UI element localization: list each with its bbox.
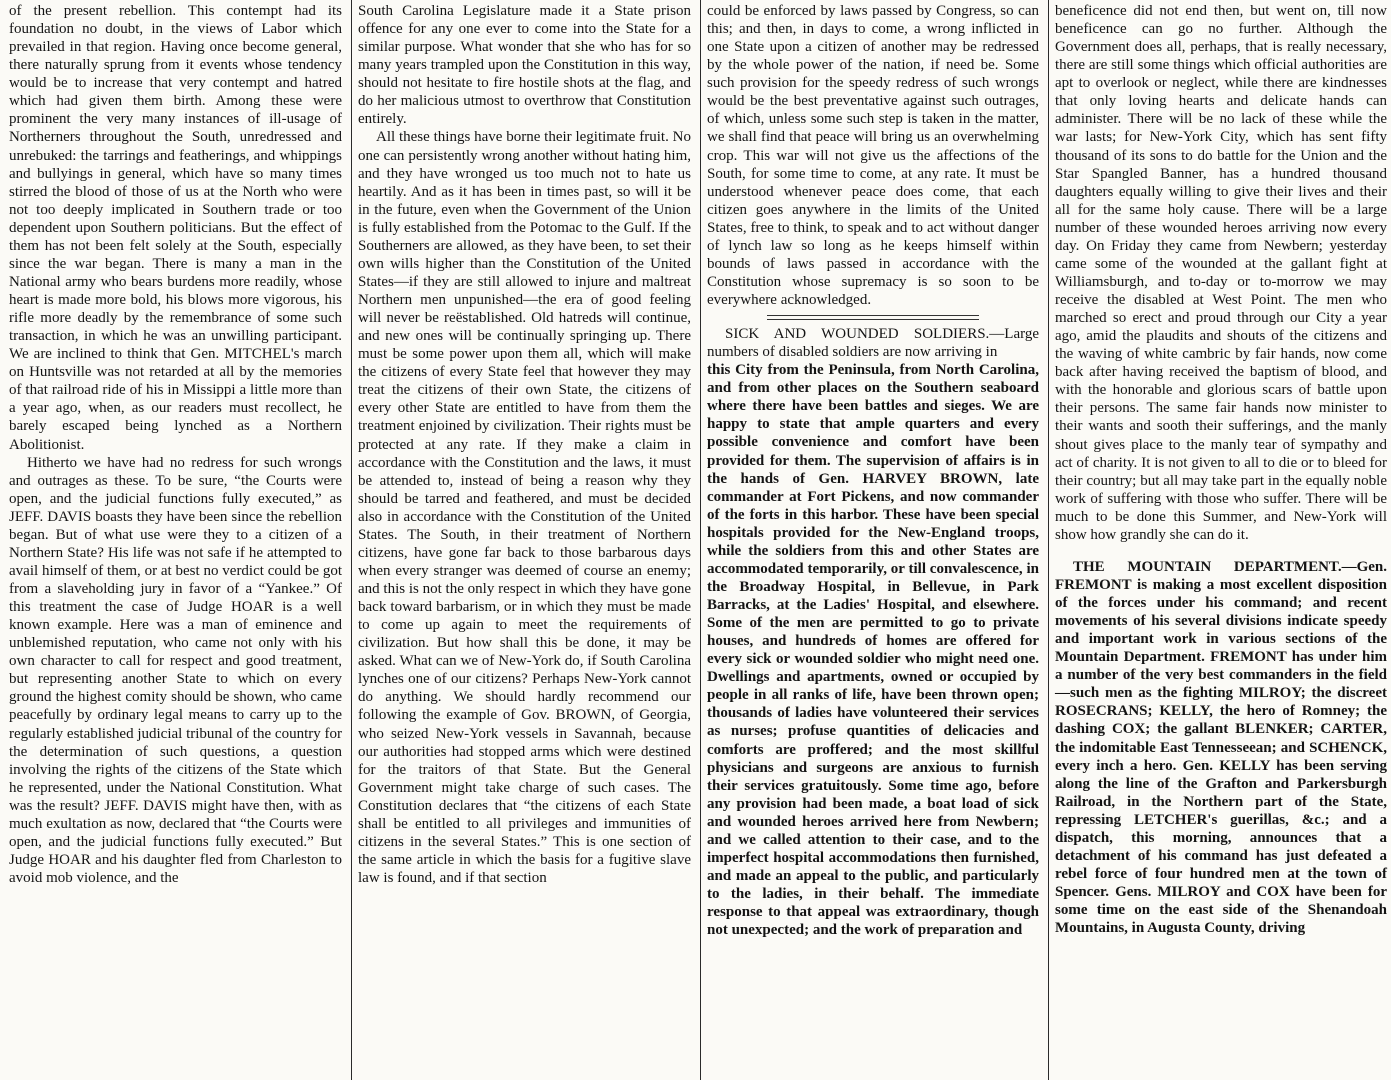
- section-opening: [707, 325, 1039, 361]
- column-1: [3, 0, 348, 1080]
- section-heading: SICK AND WOUNDED SOLDIERS.: [725, 326, 990, 343]
- paragraph: Hitherto we have had no redress for such wrongs and outrages as these. To be sure, “the Courts were open, and the judicial functions fully executed,” as JEFF. DAVIS boasts they have been since the rebellion began. But of what use were they to a citizen of a Northern State? His life was not safe if he attempted to avail himself of them, or at best no verdict could be got from a slaveholding jury in favor of a “Yankee.” Of this treatment the case of Judge HOAR is a well known example. Here was a man of eminence and unblemished reputation, who came not only with his own character to call for respect and good treatment, but representing another State to which on every ground the highest comity should be shown, who came peacefully by ordinary legal means to carry up to the regularly established judicial tribunal of the country for the determination of such questions, a question involving the rights of the citizens of the State which he represented, under the National Constitution. What was the result? JEFF. DAVIS might have then, with as much exultation as now, declared that “the Courts were open, and the judicial functions fully executed.” But Judge HOAR and his daughter fled from Charleston to avoid mob violence, and the: [9, 454, 342, 886]
- column-4: [1048, 0, 1391, 1080]
- section-lead: —Gen. FREMONT is making a most excellent disposition of the forces under his command; and recent movements of his several divisions indicate speedy and important work in various sections of the Mountain Department. FREMONT has under him a number of the very best commanders in the field—such men as the fighting MILROY; the discreet ROSECRANS; KELLY, the hero of Romney; the dashing COX; the gallant BLENKER; CARTER, the indomitable East Tennesseean; and SCHENCK, every inch a hero. Gen. KELLY has been serving along the line of the Grafton and Parkersburgh Railroad, in the Northern part of the State, repressing LETCHER's guerillas, &c.; and a dispatch, this morning, announces that a detachment of his command has just defeated a rebel force of four hundred men at the town of Spencer. Gens. MILROY and COX have been for some time on the east side of the Shenandoah Mountains, in Augusta County, driving: [1055, 558, 1387, 937]
- section-opening: [1055, 558, 1387, 937]
- section-lead: —Large numbers of disabled soldiers are now arriving in: [707, 326, 1039, 361]
- section-heading: THE MOUNTAIN DEPARTMENT.: [1073, 558, 1342, 575]
- column-3: [700, 0, 1045, 1080]
- column-2: [351, 0, 697, 1080]
- section-gap: [1055, 544, 1387, 558]
- paragraph: South Carolina Legislature made it a State prison offence for any one ever to come into the State for a similar purpose. What wonder that she who has for so many years trampled upon the Constitution in this way, should not hesitate to fire hostile shots at the flag, and do her malicious utmost to overthrow that Constitution entirely.: [358, 3, 691, 128]
- paragraph: of the present rebellion. This contempt had its foundation no doubt, in the views of Labor which prevailed in that region. Having once become general, there naturally sprung from it events whose tendency would be to increase that very contempt and hatred which had given them birth. Among these were prominent the very many instances of ill-usage of Northerners throughout the South, unredressed and unrebuked: the tarrings and featherings, and whippings and bullyings in general, which have so many times stirred the blood of those of us at the North who were not too deeply implicated in Southern trade or too dependent upon Southern politicians. But the effect of them has not been felt solely at the South, especially since the war began. There is many a man in the National army who bears burdens more readily, whose heart is made more bold, his blows more vigorous, his rifle more deadly by the remembrance of some such transaction, in which he was an unwilling participant. We are inclined to think that Gen. MITCHEL's march on Huntsville was not retarded at all by the memories of that railroad ride of his in Missippi a little more than a year ago, when, as our readers must recollect, he barely escaped being lynched as a Northern Abolitionist.: [9, 3, 342, 453]
- paragraph: beneficence did not end then, but went on, till now beneficence can go no further. Although the Government does all, perhaps, that is really necessary, there are still some things which official authorities are apt to overlook or neglect, while there are kindnesses that only loving hearts and delicate hands can administer. There will be no lack of these while the war lasts; for New-York City, which has sent fifty thousand of its sons to do battle for the Union and the Star Spangled Banner, has a hundred thousand daughters equally willing to give their lives and their all for the same holy cause. There will be a large number of these wounded heroes arriving now every day. On Friday they came from Newbern; yesterday came some of the wounded at the gallant fight at Williamsburgh, and to-day or to-morrow we may receive the disabled at West Point. The men who marched so erect and proud through our City a year ago, amid the plaudits and shouts of the citizens and the waving of white cambric by fair hands, now come back after having received the baptism of blood, and with the honorable and glorious scars of battle upon their persons. The same fair hands now minister to their wants and sooth their sufferings, and the manly shout gives place to the manly tear of sympathy and act of charity. It is not given to all to die or to bleed for their country; but all may take part in the equally noble work of suffering with those who suffer. There will be much to be done this Summer, and New-York will show how grandly she can do it.: [1055, 3, 1387, 543]
- paragraph: this City from the Peninsula, from North Carolina, and from other places on the Southern seaboard where there have been battles and sieges. We are happy to state that ample quarters and every possible convenience and comfort have been provided for them. The supervision of affairs is in the hands of Gen. HARVEY BROWN, late commander at Fort Pickens, and now commander of the forts in this harbor. These have been special hospitals provided for the New-England troops, while the soldiers from this and other States are accommodated temporarily, or till convalescence, in the Broadway Hospital, in Bellevue, in Park Barracks, at the Ladies' Hospital, and elsewhere. Some of the men are permitted to go to private houses, and hundreds of homes are offered for every sick or wounded soldier who might need one. Dwellings and apartments, owned or occupied by people in all ranks of life, have been thrown open; thousands of ladies have volunteered their services as nurses; profuse quantities of delicacies and comforts are proffered; and the most skillful physicians and surgeons are anxious to furnish their services gratuitously. Some time ago, before any provision had been made, a boat load of sick and wounded heroes arrived here from Newbern; and we called attention to their case, and to the imperfect hospital accommodations then furnished, and made an appeal to the public, and particularly to the ladies, in their behalf. The immediate response to that appeal was extraordinary, though not unexpected; and the work of preparation and: [707, 362, 1039, 939]
- paragraph: All these things have borne their legitimate fruit. No one can persistently wrong another without hating him, and they have wronged us too much not to hate us heartily. And as it has been in times past, so will it be in the future, even when the Government of the Union is fully established from the Potomac to the Gulf. If the Southerners are allowed, as they have been, to set their own wills higher than the Constitution of the United States—if they are still allowed to injure and maltreat Northern men unpunished—the era of good feeling will never be reëstablished. Old hatreds will continue, and new ones will be continually springing up. There must be some power upon them all, which will make the citizens of every State feel that however they may treat the citizens of their own State, the citizens of every other State are entitled to have from them the treatment enjoined by civilization. Their rights must be protected at any rate. If they make a claim in accordance with the Constitution and the laws, it must be attended to, instead of being a reason why they should be tarred and feathered, and must be decided also in accordance with the Constitution of the United States. The South, in their treatment of Northern citizens, have gone far back to those barbarous days when every stranger was deemed of course an enemy; and this is not the only respect in which they have gone back toward barbarism, or in which they must be made to come up again to meet the requirements of civilization. But how shall this be done, it may be asked. What can we of New-York do, if South Carolina lynches one of our citizens? Perhaps New-York cannot do anything. We should hardly recommend our following the example of Gov. BROWN, of Georgia, who seized New-York vessels in Savannah, because our authorities had stopped arms which were destined for the traitors of that State. But the General Government might take charge of such cases. The Constitution declares that “the citizens of each State shall be entitled to all privileges and immunities of citizens in the several States.” This is one section of the same article in which the basis for a fugitive slave law is found, and if that section: [358, 129, 691, 886]
- section-divider: [767, 315, 979, 320]
- paragraph: could be enforced by laws passed by Congress, so can this; and then, in days to come, a wrong inflicted in one State upon a citizen of another may be redressed by the whole power of the nation, if need be. Some such provision for the speedy redress of such wrongs would be the best preventative against such outrages, of which, unless some such step is taken in the matter, we shall find that peace will bring us an overwhelming crop. This war will not give us the affections of the South, for some time to come, at any rate. It must be understood whenever peace does come, that each citizen goes anywhere in the limits of the United States, free to think, to speak and to act without danger of lynch law so long as he keeps himself within bounds of laws passed in accordance with the Constitution whose supremacy is so soon to be everywhere acknowledged.: [707, 3, 1039, 308]
